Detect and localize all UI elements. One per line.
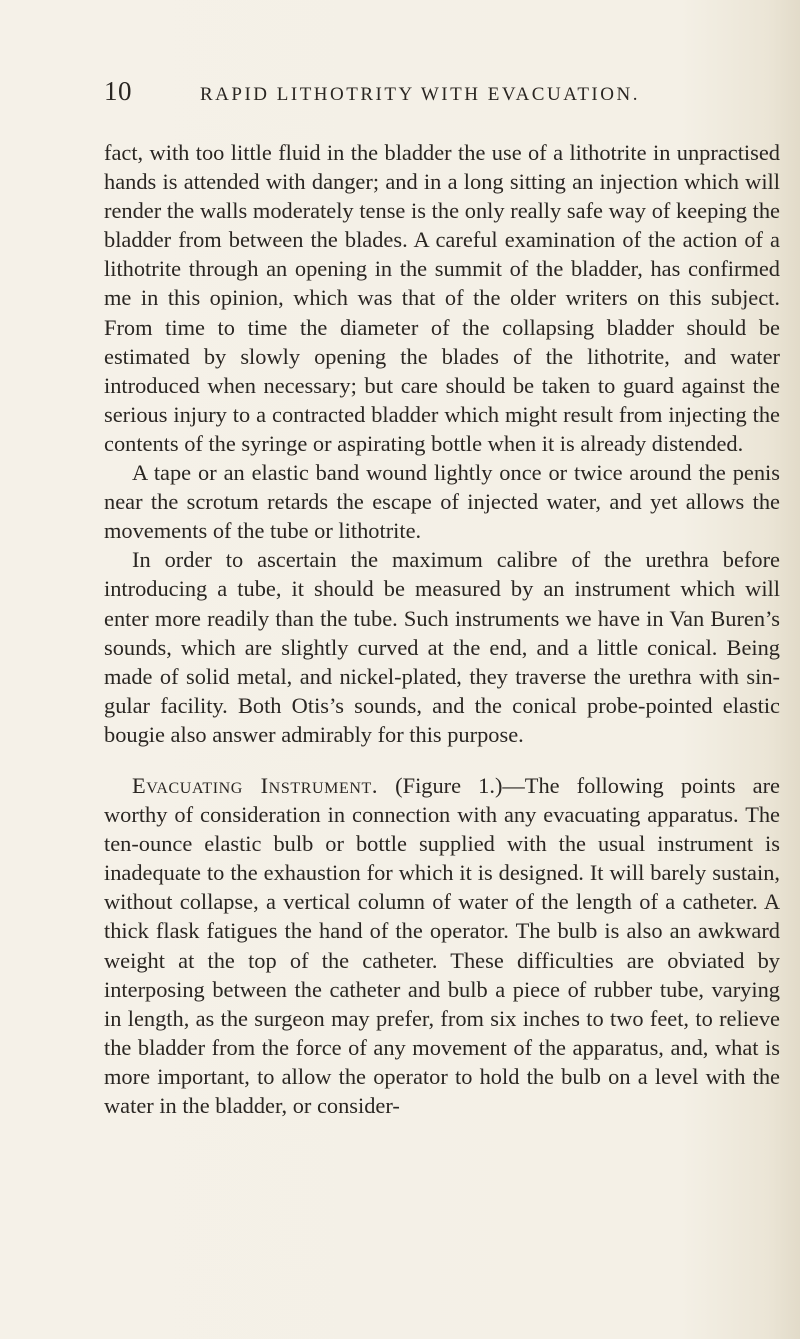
page-header: [0, 76, 800, 116]
paragraph-urethra-calibre: In order to ascertain the maximum calibre of the urethra before introducing a tube, it should be measured by an instrument which will enter more readily than the tube. Such instruments we have in Van Buren’s sounds, which are slightly curved at the end, and a little conical. Being made of solid metal, and nickel-plated, they traverse the urethra with singular facility. Both Otis’s sounds, and the conical probe-pointed elastic bougie also answer admirably for this purpose.: [104, 547, 780, 747]
section-text: (Figure 1.)—The following points are worthy of consideration in connection with any evacuating apparatus. The ten-ounce elastic bulb or bottle supplied with the usual instrument is inadequate to the exhaustion for which it is designed. It will barely sustain, without collapse, a vertical column of water of the length of a catheter. A thick flask fatigues the hand of the operator. The bulb is also an awkward weight at the top of the catheter. These difficulties are obviated by interposing between the catheter and bulb a piece of rubber tube, varying in length, as the surgeon may prefer, from six inches to two feet, to relieve the bladder from the force of any movement of the apparatus, and, what is more important, to allow the operator to hold the bulb on a level with the water in the bladder, or consider-: [104, 772, 780, 1118]
body-text: [104, 138, 780, 1120]
paragraph-tape: A tape or an elastic band wound lightly once or twice around the penis near the scrotum retards the escape of injected water, and yet allows the movements of the tube or lithotrite.: [104, 460, 780, 544]
section-evacuating-instrument: [104, 771, 780, 1120]
paragraph-continuation: fact, with too little fluid in the bladder the use of a lithotrite in unpractised hands is attended with danger; and in a long sitting an injection which will render the walls moderately tense is the only really safe way of keeping the bladder from between the blades. A careful examination of the action of a lithotrite through an opening in the summit of the bladder, has confirmed me in this opinion, which was that of the older writers on this subject. From time to time the diameter of the collapsing bladder should be estimated by slowly opening the blades of the lithotrite, and water introduced when necessary; but care should be taken to guard against the serious injury to a contracted bladder which might result from injecting the contents of the syringe or aspirating bottle when it is already distended.: [104, 140, 780, 456]
section-heading: Evacuating Instrument.: [132, 772, 379, 798]
running-head: RAPID LITHOTRITY WITH EVACUATION.: [200, 84, 640, 105]
page-number: 10: [104, 76, 132, 106]
